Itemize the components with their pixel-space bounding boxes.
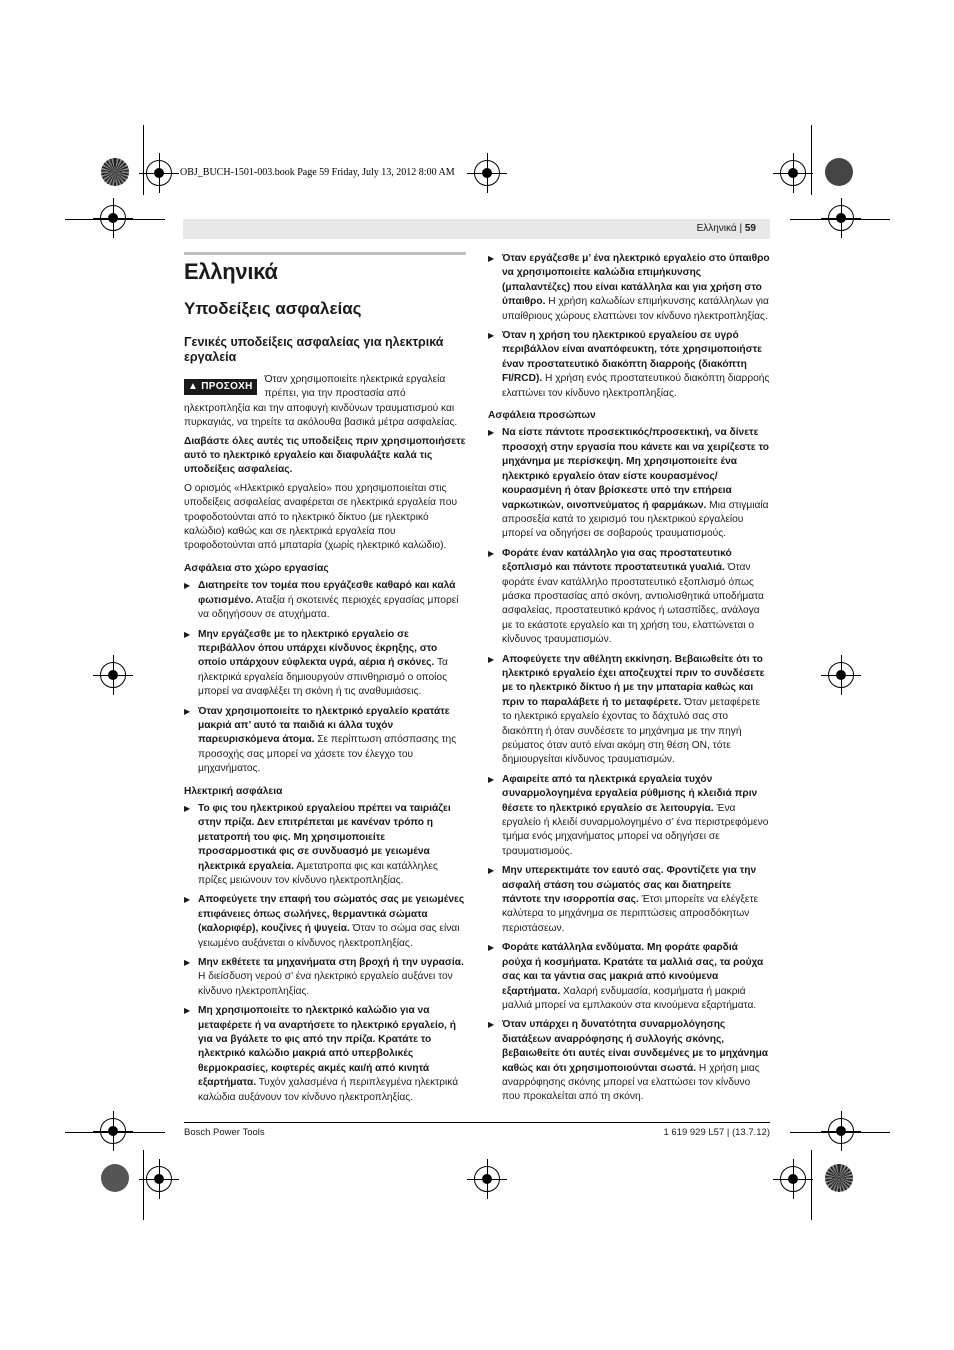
registration-mark-icon bbox=[474, 160, 500, 186]
right-column bbox=[488, 252, 770, 1110]
color-disc-icon bbox=[825, 158, 853, 186]
color-disc-icon bbox=[101, 158, 129, 186]
registration-mark-icon bbox=[828, 662, 854, 688]
file-info: OBJ_BUCH-1501-003.book Page 59 Friday, July 13, 2012 8:00 AM bbox=[180, 167, 455, 178]
personal-heading: Ασφάλεια προσώπων bbox=[488, 410, 596, 422]
color-disc-icon bbox=[101, 1164, 129, 1192]
registration-mark-icon bbox=[828, 205, 854, 231]
warning-text: Όταν χρησιμοποιείτε ηλεκτρικά εργαλεία πρέπει, για την προστασία από ηλεκτροπληξία και την αποφυγή κινδύνων τραυματισμού και πυρκαγιάς, να τηρείτε τα ακόλουθα βασικά μέτρα ασφαλείας. bbox=[184, 374, 458, 429]
header-section: Ελληνικά bbox=[696, 223, 737, 234]
page-header-label bbox=[697, 223, 756, 234]
page-number: 59 bbox=[744, 223, 756, 234]
registration-mark-icon bbox=[100, 662, 126, 688]
warning-triangle-icon: ▲ bbox=[188, 381, 199, 392]
general-heading: Γενικές υποδείξεις ασφαλείας για ηλεκτρικά εργαλεία bbox=[184, 335, 444, 364]
electrical-heading: Ηλεκτρική ασφάλεια bbox=[184, 785, 283, 797]
list-item: ▶ Διατηρείτε τον τομέα που εργάζεσθε καθαρό και καλά φωτισμένο. Αταξία ή σκοτεινές περιοχές εργασίας μπορεί να οδηγήσουν σε ατυχήματα. bbox=[184, 579, 466, 622]
list-item: ▶ Αποφεύγετε την αθέλητη εκκίνηση. Βεβαιωθείτε ότι το ηλεκτρικό εργαλείο έχει αποζευχτεί πριν το συνδέσετε με το ηλεκτρικό δίκτυο ή με την μπαταρία καθώς και πριν το παραλάβετε ή το μεταφέρετε. Όταν μεταφέρετε το ηλεκτρικό εργαλείο έχοντας το δάχτυλό σας στο διακόπτη ή όταν συνδέσετε το μηχάνημα με την πηγή ρεύματος όταν αυτό είναι ακόμη στη θέση ON, τότε δημιουργείται κίνδυνος τραυματισμών. bbox=[488, 653, 770, 768]
work-area-heading: Ασφάλεια στο χώρο εργασίας bbox=[184, 562, 329, 574]
page-header bbox=[183, 219, 770, 239]
read-all-instructions: Διαβάστε όλες αυτές τις υποδείξεις πριν χρησιμοποιήσετε αυτό το ηλεκτρικό εργαλείο και διαφυλάξτε καλά τις υποδείξεις ασφαλείας. bbox=[184, 435, 466, 476]
registration-mark-icon bbox=[474, 1166, 500, 1192]
registration-mark-icon bbox=[780, 1166, 806, 1192]
list-item: ▶ Όταν εργάζεσθε μ’ ένα ηλεκτρικό εργαλείο στο ύπαιθρο να χρησιμοποιείτε καλώδια επιμήκυνσης (μπαλαντέζες) που είναι κατάλληλα και για χρήση στο ύπαιθρο. Η χρήση καλωδίων επιμήκυνσης κατάλληλων για υπαίθριους χώρους ελαττώνει τον κίνδυνο ηλεκτροπληξίας. bbox=[488, 252, 770, 324]
footer-brand: Bosch Power Tools bbox=[184, 1127, 265, 1138]
list-item: ▶ Όταν η χρήση του ηλεκτρικού εργαλείου σε υγρό περιβάλλον είναι αναπόφευκτη, τότε χρησιμοποιήστε έναν προστατευτικό διακόπτη διαρροής (διακόπτη FI/RCD). Η χρήση ενός προστατευτικού διακόπτη διαρροής ελαττώνει τον κίνδυνο ηλεκτροπληξίας. bbox=[488, 329, 770, 401]
list-item: ▶ Όταν χρησιμοποιείτε το ηλεκτρικό εργαλείο κρατάτε μακριά απ’ αυτό τα παιδιά κι άλλα τυχόν παρευρισκόμενα άτομα. Σε περίπτωση απόσπασης της προσοχής σας μπορεί να χάσετε τον έλεγχο του μηχανήματος. bbox=[184, 705, 466, 777]
registration-mark-icon bbox=[828, 1118, 854, 1144]
list-item: ▶ Όταν υπάρχει η δυνατότητα συναρμολόγησης διατάξεων αναρρόφησης ή συλλογής σκόνης, βεβαιωθείτε ότι αυτές είναι συνδεμένες με το μηχάνημα καθώς και ότι χρησιμοποιούνται σωστά. Η χρήση μιας αναρρόφησης σκόνης μπορεί να ελαττώσει τον κίνδυνο που προκαλείται από τη σκόνη. bbox=[488, 1018, 770, 1104]
list-item: ▶ Αφαιρείτε από τα ηλεκτρικά εργαλεία τυχόν συναρμολογημένα εργαλεία ρύθμισης ή κλειδιά πριν θέσετε το ηλεκτρικό εργαλείο σε λειτουργία. Ένα εργαλείο ή κλειδί συναρμολογημένο σ’ ένα περιστρεφόμενο τμήμα ενός μηχανήματος μπορεί να οδηγήσει σε τραυματισμούς. bbox=[488, 773, 770, 859]
list-item: ▶ Να είστε πάντοτε προσεκτικός/προσεκτική, να δίνετε προσοχή στην εργασία που κάνετε και να χειρίζεστε το μηχάνημα με περίσκεψη. Μη χρησιμοποιείτε ένα ηλεκτρικό εργαλείο όταν είστε κουρασμένος/κουρασμένη ή όταν βρίσκεστε υπό την επήρεια ναρκωτικών, οινοπνεύματος ή φαρμάκων. Μια στιγμιαία απροσεξία κατά το χειρισμό του ηλεκτρικού εργαλείου μπορεί να οδηγήσει σε σοβαρούς τραυματισμούς. bbox=[488, 426, 770, 541]
registration-mark-icon bbox=[146, 1166, 172, 1192]
list-item: ▶ Αποφεύγετε την επαφή του σώματός σας με γειωμένες επιφάνειες όπως σωλήνες, θερμαντικά σώματα (καλοριφέρ), κουζίνες ή ψυγεία. Όταν το σώμα σας είναι γειωμένο αυξάνεται ο κίνδυνος ηλεκτροπληξίας. bbox=[184, 893, 466, 951]
list-item: ▶ Μην εκθέτετε τα μηχανήματα στη βροχή ή την υγρασία. Η διείσδυση νερού σ’ ένα ηλεκτρικό εργαλείο αυξάνει τον κίνδυνο ηλεκτροπληξίας. bbox=[184, 956, 466, 999]
list-item: ▶ Φοράτε κατάλληλα ενδύματα. Μη φοράτε φαρδιά ρούχα ή κοσμήματα. Κρατάτε τα μαλλιά σας, τα ρούχα σας και τα γάντια σας μακριά από κινούμενα εξαρτήματα. Χαλαρή ενδυμασία, κοσμήματα ή μακριά μαλλιά μπορεί να εμπλακούν στα κινούμενα εξαρτήματα. bbox=[488, 941, 770, 1013]
section-title: Υποδείξεις ασφαλείας bbox=[184, 299, 362, 318]
header-separator: | bbox=[739, 223, 743, 234]
registration-mark-icon bbox=[100, 1118, 126, 1144]
registration-mark-icon bbox=[780, 160, 806, 186]
warning-badge: ▲ ΠΡΟΣΟΧΗ bbox=[184, 379, 257, 395]
warning-paragraph bbox=[184, 373, 466, 431]
left-column bbox=[184, 252, 466, 1110]
footer-doc-number: 1 619 929 L57 | (13.7.12) bbox=[663, 1127, 770, 1138]
list-item: ▶ Μην υπερεκτιμάτε τον εαυτό σας. Φροντίζετε για την ασφαλή στάση του σώματός σας και διατηρείτε πάντοτε την ισορροπία σας. Έτσι μπορείτε να ελέγξετε καλύτερα το μηχάνημα σε περιπτώσεις απροσδόκητων περιστάσεων. bbox=[488, 864, 770, 936]
page-title: Ελληνικά bbox=[184, 252, 466, 285]
list-item: ▶ Το φις του ηλεκτρικού εργαλείου πρέπει να ταιριάζει στην πρίζα. Δεν επιτρέπεται με κανέναν τρόπο η μετατροπή του φις. Μη χρησιμοποιείτε προσαρμοστικά φις σε συνδυασμό με γειωμένα ηλεκτρικά εργαλεία. Αμετατροπα φις και κατάλληλες πρίζες μειώνουν τον κίνδυνο ηλεκτροπληξίας. bbox=[184, 802, 466, 888]
page-footer bbox=[184, 1122, 770, 1138]
list-item: ▶ Φοράτε έναν κατάλληλο για σας προστατευτικό εξοπλισμό και πάντοτε προστατευτικά γυαλιά. Όταν φοράτε έναν κατάλληλο προστατευτικό εξοπλισμό όπως μάσκα προστασίας από σκόνη, αντιολισθητικά υποδήματα ασφαλείας, προστατευτικό κράνος ή ωτασπίδες, ανάλογα με το εκάστοτε εργαλείο και τη χρήση του, ελαττώνεται ο κίνδυνος τραυματισμών. bbox=[488, 547, 770, 648]
registration-mark-icon bbox=[100, 205, 126, 231]
color-disc-icon bbox=[825, 1164, 853, 1192]
definition-text: Ο ορισμός «Ηλεκτρικό εργαλείο» που χρησιμοποιείται στις υποδείξεις ασφαλείας αναφέρεται σε ηλεκτρικά εργαλεία που τροφοδοτούνται από το ηλεκτρικό δίκτυο (με ηλεκτρικό καλώδιο) καθώς και σε ηλεκτρικά εργαλεία που τροφοδοτούνται από μπαταρία (χωρίς ηλεκτρικό καλώδιο). bbox=[184, 482, 458, 552]
list-item: ▶ Μη χρησιμοποιείτε το ηλεκτρικό καλώδιο για να μεταφέρετε ή να αναρτήσετε το ηλεκτρικό εργαλείο, ή για να βγάλετε το φις από την πρίζα. Κρατάτε το ηλεκτρικό καλώδιο μακριά από υπερβολικές θερμοκρασίες, κοφτερές ακμές και/ή από κινητά εξαρτήματα. Τυχόν χαλασμένα ή περιπλεγμένα ηλεκτρικά καλώδια αυξάνουν τον κίνδυνο ηλεκτροπληξίας. bbox=[184, 1004, 466, 1105]
registration-mark-icon bbox=[146, 160, 172, 186]
list-item: ▶ Μην εργάζεσθε με το ηλεκτρικό εργαλείο σε περιβάλλον όπου υπάρχει κίνδυνος έκρηξης, στο οποίο υπάρχουν εύφλεκτα υγρά, αέρια ή σκόνες. Τα ηλεκτρικά εργαλεία δημιουργούν σπινθηρισμό ο οποίος μπορεί να αναφλέξει τη σκόνη ή τις αναθυμιάσεις. bbox=[184, 628, 466, 700]
